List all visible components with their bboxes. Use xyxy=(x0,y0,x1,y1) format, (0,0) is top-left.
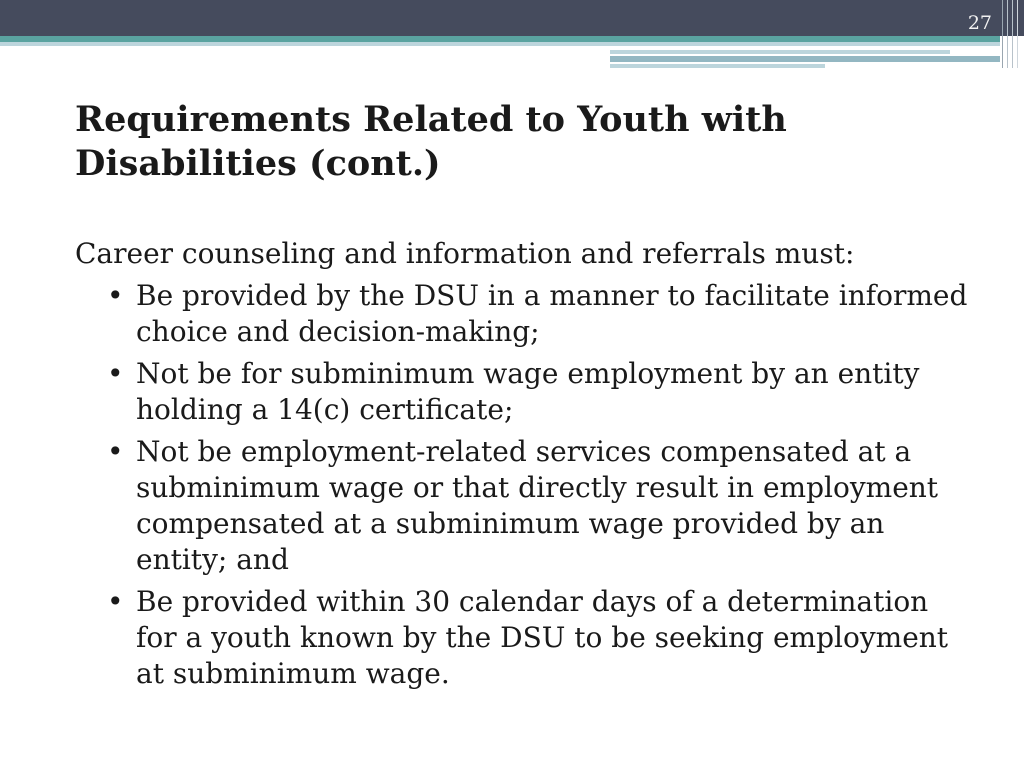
bullet-icon: • xyxy=(107,435,124,468)
list-item xyxy=(105,278,975,350)
bullet-icon: • xyxy=(107,279,124,312)
header-stripe xyxy=(610,64,825,68)
list-item xyxy=(105,584,975,692)
list-item-text: Not be for subminimum wage employment by an entity holding a 14(c) certificate; xyxy=(136,357,920,426)
list-item-text: Not be employment-related services compensated at a subminimum wage or that directly result in employment compensated at a subminimum wage provided by an entity; and xyxy=(136,435,939,576)
header-vertical-line xyxy=(1017,0,1018,68)
slide-title: Requirements Related to Youth with Disabilities (cont.) xyxy=(75,99,787,184)
list-item-text: Be provided within 30 calendar days of a determination for a youth known by the DSU to be seeking employment at subminimum wage. xyxy=(136,585,949,690)
bullet-list xyxy=(75,278,975,692)
list-item xyxy=(105,356,975,428)
slide-number: 27 xyxy=(967,12,992,34)
list-item xyxy=(105,434,975,578)
bullet-icon: • xyxy=(107,357,124,390)
header-stripe xyxy=(610,56,1000,62)
intro-text: Career counseling and information and referrals must: xyxy=(75,237,855,270)
header-vertical-line xyxy=(1007,0,1008,68)
slide-body xyxy=(75,236,975,698)
header-vertical-line xyxy=(1012,0,1013,68)
header-bar xyxy=(0,0,1024,36)
bullet-icon: • xyxy=(107,585,124,618)
header-stripe xyxy=(0,42,1000,46)
header-vertical-line xyxy=(1002,0,1003,68)
list-item-text: Be provided by the DSU in a manner to facilitate informed choice and decision-making; xyxy=(136,279,968,348)
header-stripe xyxy=(610,50,950,54)
